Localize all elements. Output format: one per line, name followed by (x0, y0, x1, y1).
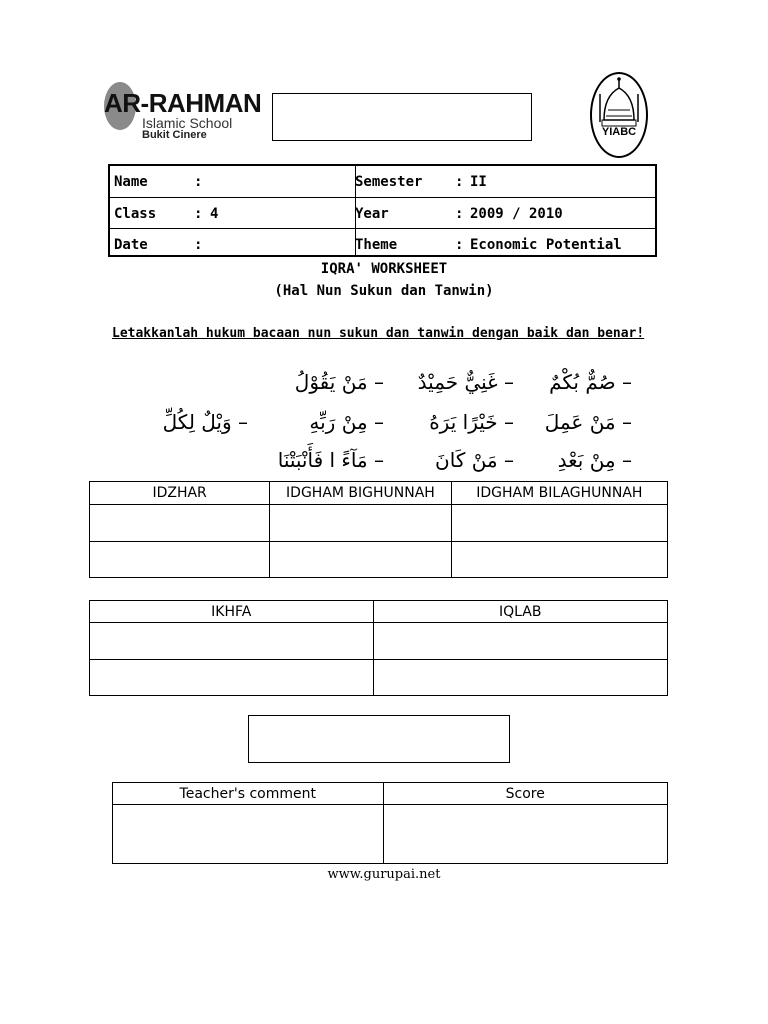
mosque-icon (592, 74, 646, 156)
classification-table-1 (89, 481, 668, 578)
worksheet-instruction: Letakkanlah hukum bacaan nun sukun dan tanwin dengan baik dan benar! (112, 326, 645, 341)
score-cell[interactable] (383, 805, 667, 864)
worksheet-subtitle: (Hal Nun Sukun dan Tanwin) (274, 283, 494, 299)
info-row (110, 228, 655, 260)
student-info-table (108, 164, 657, 257)
footer-url: www.gurupai.net (327, 867, 441, 882)
teacher-assessment-table (112, 782, 668, 864)
idzhar-header: IDZHAR (90, 482, 270, 505)
iqlab-header: IQLAB (373, 601, 668, 623)
arabic-phrase: – صُمٌّ بُكْمٌ (549, 370, 632, 394)
arabic-phrase: – وَيْلٌ لِكُلِّ (162, 410, 248, 434)
semester-value: II (470, 174, 487, 190)
answer-cell[interactable] (373, 660, 668, 696)
answer-cell[interactable] (451, 542, 667, 578)
score-header: Score (383, 783, 667, 805)
school-logo-title: AR-RAHMAN (104, 88, 262, 118)
teacher-comment-header: Teacher's comment (113, 783, 384, 805)
answer-cell[interactable] (270, 542, 451, 578)
theme-value: Economic Potential (470, 237, 622, 253)
worksheet-title: IQRA' WORKSHEET (320, 261, 448, 277)
answer-cell[interactable] (90, 623, 374, 660)
answer-cell[interactable] (90, 542, 270, 578)
idgham-bilaghunnah-header: IDGHAM BILAGHUNNAH (451, 482, 667, 505)
theme-colon: : (455, 237, 464, 253)
ikhfa-header: IKHFA (90, 601, 374, 623)
classification-table-2 (89, 600, 668, 696)
arabic-phrase: – مَنْ يَقُوْلُ (294, 370, 384, 394)
yiabc-label: YIABC (601, 126, 637, 138)
class-label: Class (114, 206, 157, 222)
answer-cell[interactable] (90, 505, 270, 542)
header-blank-box (272, 93, 532, 141)
answer-cell[interactable] (451, 505, 667, 542)
yiabc-emblem (590, 72, 648, 158)
answer-cell[interactable] (270, 505, 451, 542)
arabic-phrase: – خَيْرًا يَرَهُ (429, 410, 514, 434)
class-colon: : (194, 206, 203, 222)
arabic-phrase: – مَآءً ا فَأَنْبَتْنَا (277, 448, 384, 472)
idgham-bighunnah-header: IDGHAM BIGHUNNAH (270, 482, 451, 505)
answer-cell[interactable] (373, 623, 668, 660)
school-logo-location: Bukit Cinere (142, 129, 207, 141)
arabic-phrase: – غَنِيٌّ حَمِيْدٌ (417, 370, 514, 394)
arabic-phrase: – مَنْ عَمِلَ (544, 410, 632, 434)
semester-colon: : (455, 174, 464, 190)
date-label: Date (114, 237, 148, 253)
theme-label: Theme (355, 237, 398, 253)
year-value: 2009 / 2010 (470, 206, 563, 222)
arabic-phrase: – مِنْ رَبِّهِ (309, 410, 384, 434)
name-label: Name (114, 174, 148, 190)
name-colon: : (194, 174, 203, 190)
year-colon: : (455, 206, 464, 222)
info-row (110, 197, 655, 229)
arabic-phrase: – مِنْ بَعْدِ (557, 448, 632, 472)
blank-box (248, 715, 510, 763)
arabic-phrase: – مَنْ كَانَ (435, 448, 514, 472)
school-logo-subtitle: Islamic School (142, 115, 233, 131)
answer-cell[interactable] (90, 660, 374, 696)
class-value: 4 (210, 206, 219, 222)
semester-label: Semester (355, 174, 423, 190)
date-colon: : (194, 237, 203, 253)
teacher-comment-cell[interactable] (113, 805, 384, 864)
year-label: Year (355, 206, 389, 222)
info-row (110, 166, 655, 197)
